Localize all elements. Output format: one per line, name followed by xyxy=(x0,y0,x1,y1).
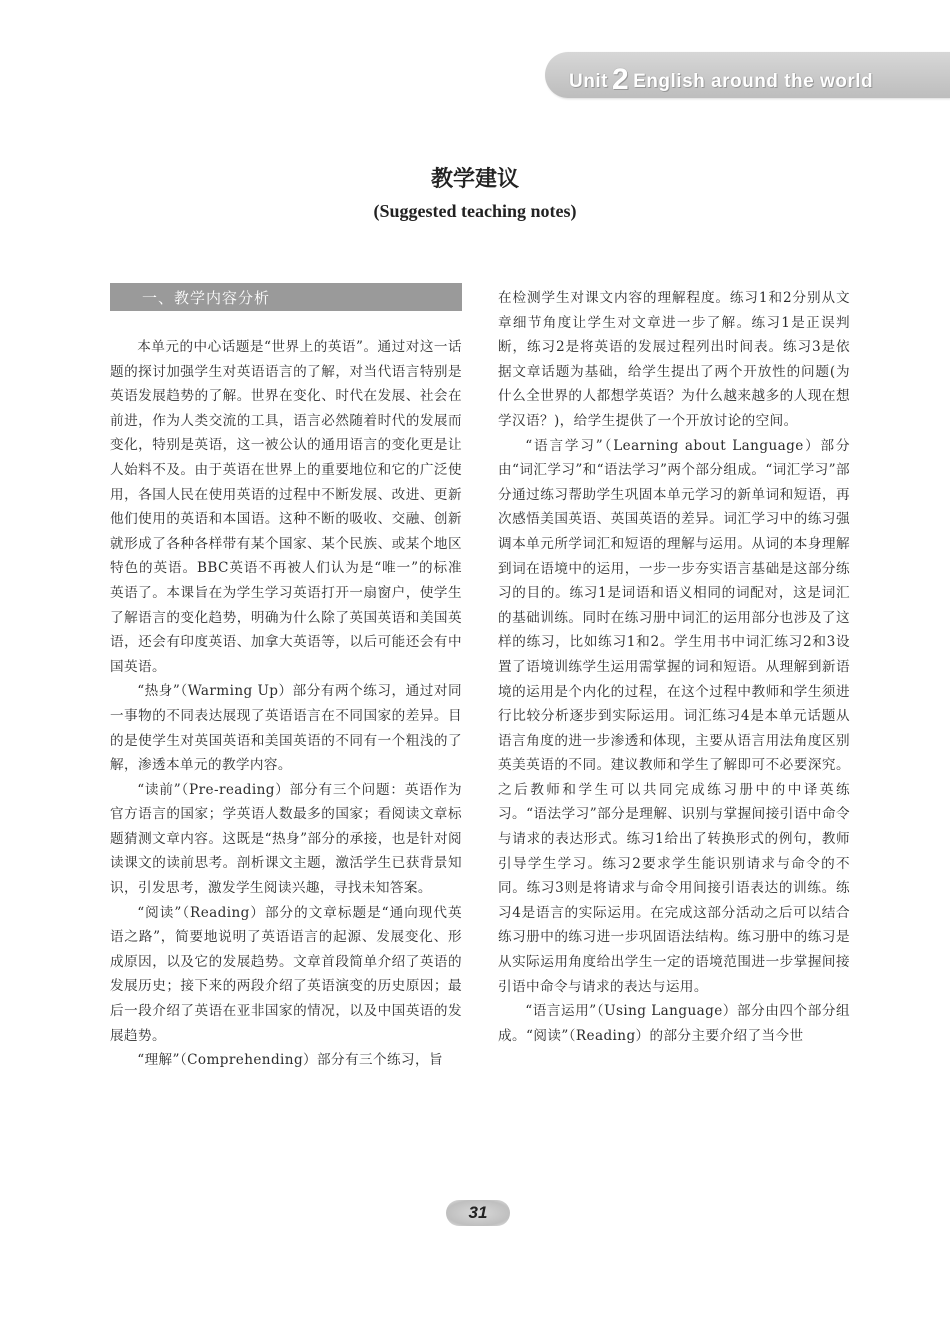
unit-header-tab xyxy=(545,52,950,98)
page-title-english: (Suggested teaching notes) xyxy=(373,201,577,221)
section-heading-bar xyxy=(110,283,462,311)
paragraph: 在检测学生对课文内容的理解程度。练习1和2分别从文章细节角度让学生对文章进一步了解。练习1是正误判断，练习2是将英语的发展过程列出时间表。练习3是依据文章话题为基础，给学生提出了两个开放性的问题(为什么全世界的人都想学英语？为什么越来越多的人现在想学汉语？)，给学生提供了一个开放讨论的空间。 xyxy=(498,290,850,429)
left-column xyxy=(110,335,462,1073)
paragraph: 本单元的中心话题是“世界上的英语”。通过对这一话题的探讨加强学生对英语语言的了解，对当代语言特别是英语发展趋势的了解。世界在变化、时代在发展、社会在前进，作为人类交流的工具，语言必然随着时代的发展而变化，特别是英语，这一被公认的通用语言的变化更是让人始料不及。由于英语在世界上的重要地位和它的广泛使用，各国人民在使用英语的过程中不断发展、改进、更新他们使用的英语和本国语。这种不断的吸收、交融、创新就形成了各种各样带有某个国家、某个民族、或某个地区特色的英语。BBC英语不再被人们认为是“唯一”的标准英语了。本课旨在为学生学习英语打开一扇窗户，使学生了解语言的变化趋势，明确为什么除了英国英语和美国英语，还会有印度英语、加拿大英语等，以后可能还会有中国英语。 xyxy=(110,339,462,675)
paragraph: “理解”（Comprehending）部分有三个练习，旨 xyxy=(137,1052,443,1069)
paragraph: “语言学习”（Learning about Language）部分由“词汇学习”和“语法学习”两个部分组成。“词汇学习”部分通过练习帮助学生巩固本单元学习的新单词和短语，再次感悟美国英语、英国英语的差异。词汇学习中的练习强调本单元所学词汇和短语的理解与运用。从词的本身理解到词在语境中的运用，一步一步夯实语言基础是这部分练习的目的。练习1是词语和语义相同的词配对，这是词汇的基础训练。同时在练习册中词汇的运用部分也涉及了这样的练习，比如练习1和2。学生用书中词汇练习2和3设置了语境训练学生运用需掌握的词和短语。从理解到新语境的运用是个内化的过程，在这个过程中教师和学生须进行比较分析逐步到实际运用。词汇练习4是本单元话题从语言角度的进一步渗透和体现，主要从语言用法角度区别英美英语的不同。建议教师和学生了解即可不必要深究。之后教师和学生可以共同完成练习册中的中译英练习。“语法学习”部分是理解、识别与掌握间接引语中命令与请求的表达形式。练习1给出了转换形式的例句，教师引导学生学习。练习2要求学生能识别请求与命令的不同。练习3则是将请求与命令用间接引语表达的训练。练习4是语言的实际运用。在完成这部分活动之后可以结合练习册中的练习进一步巩固语法结构。练习册中的练习是从实际运用角度给出学生一定的语境范围进一步掌握间接引语中命令与请求的表达与运用。 xyxy=(498,437,850,995)
paragraph: “语言运用”（Using Language）部分由四个部分组成。“阅读”（Reading）的部分主要介绍了当今世 xyxy=(498,1003,850,1044)
section-heading: 一、教学内容分析 xyxy=(142,289,271,307)
right-column xyxy=(498,286,850,1048)
unit-number: 2 xyxy=(611,63,630,96)
unit-title: English around the world xyxy=(633,71,874,92)
paragraph: “阅读”（Reading）部分的文章标题是“通向现代英语之路”，简要地说明了英语语言的起源、发展变化、形成原因，以及它的发展趋势。文章首段简单介绍了英语的发展历史；接下来的两段介绍了英语演变的历史原因；最后一段介绍了英语在亚非国家的情况，以及中国英语的发展趋势。 xyxy=(110,904,462,1044)
page-number: 31 xyxy=(446,1200,510,1226)
unit-header-text xyxy=(569,61,873,95)
unit-prefix: Unit xyxy=(569,71,608,92)
paragraph: “热身”（Warming Up）部分有两个练习，通过对同一事物的不同表达展现了英语语言在不同国家的差异。目的是使学生对英国英语和美国英语的不同有一个粗浅的了解，渗透本单元的教学内容。 xyxy=(110,683,462,774)
page-title-chinese: 教学建议 xyxy=(430,167,519,192)
paragraph: “读前”（Pre-reading）部分有三个问题：英语作为官方语言的国家；学英语人数最多的国家；看阅读文章标题猜测文章内容。这既是“热身”部分的承接，也是针对阅读课文的读前思考。剖析课文主题，激活学生已获背景知识，引发思考，激发学生阅读兴趣，寻找未知答案。 xyxy=(110,781,462,897)
